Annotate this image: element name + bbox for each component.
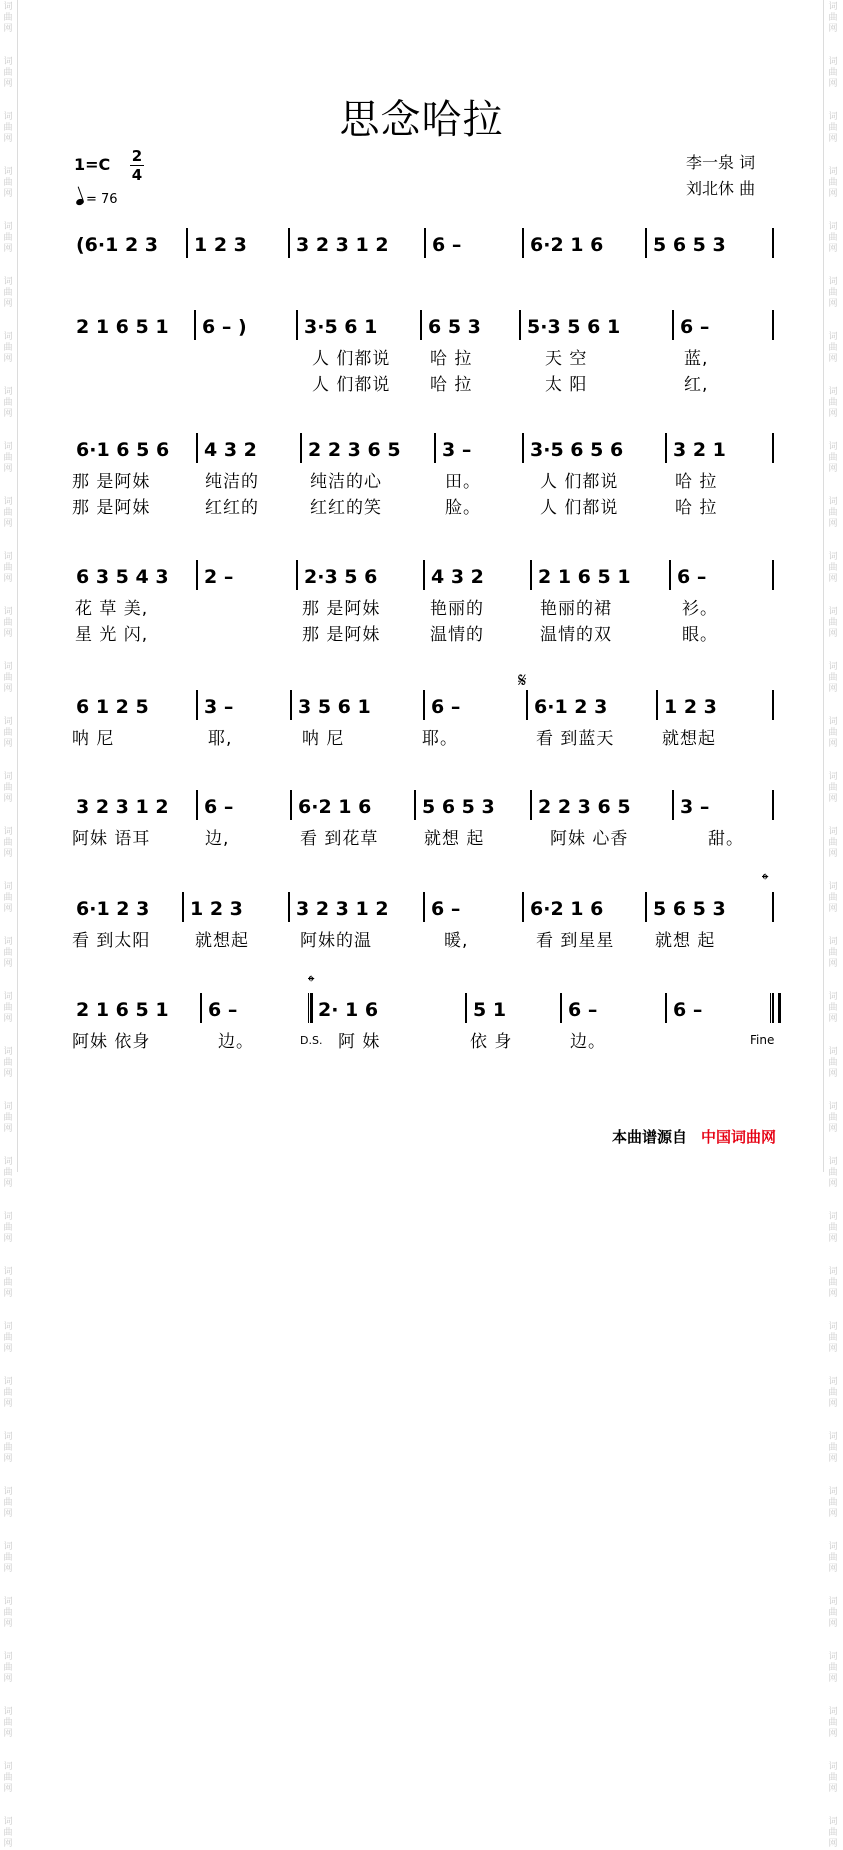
lyric-verse-1: 耶。 bbox=[422, 729, 458, 749]
barline bbox=[296, 310, 298, 340]
barline bbox=[560, 993, 562, 1023]
measure-notes: 3 2 3 1 2 bbox=[296, 234, 389, 256]
barline bbox=[465, 993, 467, 1023]
lyric-verse-1: 阿妹 心香 bbox=[550, 829, 629, 849]
lyric-verse-1: 田。 bbox=[445, 472, 481, 492]
coda-double-barline bbox=[308, 993, 313, 1023]
side-watermark-block: 词 曲 网 bbox=[3, 332, 13, 364]
lyric-verse-1: 艳丽的 bbox=[430, 599, 484, 619]
side-watermark-block: 词 曲 网 bbox=[828, 717, 838, 749]
side-watermark-block: 词 曲 网 bbox=[3, 1542, 13, 1574]
side-watermark-block: 词 曲 网 bbox=[3, 772, 13, 804]
measure-notes: 6 – bbox=[673, 999, 703, 1021]
lyric-verse-1: 依 身 bbox=[470, 1032, 513, 1052]
side-watermark-block: 词 曲 网 bbox=[828, 387, 838, 419]
lyric-verse-1: 边, bbox=[205, 829, 230, 849]
lyric-verse-1: 阿妹 语耳 bbox=[72, 829, 151, 849]
barline bbox=[772, 892, 774, 922]
score-system bbox=[0, 310, 843, 420]
barline bbox=[423, 560, 425, 590]
lyric-verse-1: 看 到星星 bbox=[536, 931, 615, 951]
measure-notes: 3 2 3 1 2 bbox=[76, 796, 169, 818]
barline bbox=[288, 228, 290, 258]
quarter-note-icon bbox=[75, 198, 85, 206]
barline bbox=[423, 892, 425, 922]
lyric-verse-1: 人 们都说 bbox=[312, 349, 391, 369]
lyric-verse-2: 那 是阿妹 bbox=[302, 625, 381, 645]
side-watermark-block: 词 曲 网 bbox=[828, 332, 838, 364]
lyric-verse-1: 花 草 美, bbox=[75, 599, 149, 619]
barline bbox=[645, 892, 647, 922]
barline bbox=[194, 310, 196, 340]
measure-notes: 2 2 3 6 5 bbox=[538, 796, 631, 818]
side-watermark-block: 词 曲 网 bbox=[3, 1377, 13, 1409]
lyric-verse-2: 温情的 bbox=[430, 625, 484, 645]
side-watermark-block: 词 曲 网 bbox=[3, 2, 13, 34]
side-watermark-block: 词 曲 网 bbox=[3, 1817, 13, 1849]
measure-notes: 6·1 2 3 bbox=[534, 696, 608, 718]
lyric-verse-2: 哈 拉 bbox=[675, 498, 718, 518]
side-watermark-block: 词 曲 网 bbox=[3, 277, 13, 309]
measure-notes: 2 2 3 6 5 bbox=[308, 439, 401, 461]
side-watermark-block: 词 曲 网 bbox=[828, 222, 838, 254]
side-watermark-block: 词 曲 网 bbox=[3, 992, 13, 1024]
measure-notes: 6 – bbox=[568, 999, 598, 1021]
coda-sign-bottom: 𝄌 bbox=[308, 972, 315, 993]
score-system bbox=[0, 892, 843, 1002]
measure-notes: 6 – bbox=[208, 999, 238, 1021]
side-watermark-block: 词 曲 网 bbox=[828, 992, 838, 1024]
measure-notes: 6·1 6 5 6 bbox=[76, 439, 170, 461]
key-signature: 1=C bbox=[74, 155, 111, 174]
barline bbox=[296, 560, 298, 590]
lyric-verse-1: 暖, bbox=[444, 931, 469, 951]
measure-notes: 4 3 2 bbox=[431, 566, 484, 588]
barline bbox=[522, 892, 524, 922]
measure-notes: 1 2 3 bbox=[194, 234, 247, 256]
ds-label: D.S. bbox=[300, 1034, 323, 1047]
lyric-verse-2: 红红的 bbox=[205, 498, 259, 518]
measure-notes: 6 – bbox=[680, 316, 710, 338]
barline bbox=[196, 560, 198, 590]
barline bbox=[665, 433, 667, 463]
lyric-verse-1: 哈 拉 bbox=[430, 349, 473, 369]
barline bbox=[522, 433, 524, 463]
side-watermark-block: 词 曲 网 bbox=[828, 1322, 838, 1354]
barline bbox=[200, 993, 202, 1023]
barline bbox=[669, 560, 671, 590]
lyric-verse-2: 太 阳 bbox=[545, 375, 588, 395]
side-watermark-block: 词 曲 网 bbox=[828, 112, 838, 144]
measure-notes: 3 2 1 bbox=[673, 439, 726, 461]
measure-notes: 1 2 3 bbox=[664, 696, 717, 718]
barline bbox=[420, 310, 422, 340]
lyric-verse-1: 看 到太阳 bbox=[72, 931, 151, 951]
measure-notes: 1 2 3 bbox=[190, 898, 243, 920]
side-watermark-block: 词 曲 网 bbox=[828, 772, 838, 804]
lyric-verse-2: 眼。 bbox=[682, 625, 718, 645]
lyric-verse-1: 那 是阿妹 bbox=[302, 599, 381, 619]
barline bbox=[300, 433, 302, 463]
measure-notes: 6·2 1 6 bbox=[530, 898, 604, 920]
barline bbox=[645, 228, 647, 258]
side-watermark-block: 词 曲 网 bbox=[3, 442, 13, 474]
side-watermark-block: 词 曲 网 bbox=[3, 882, 13, 914]
measure-notes: 3 – bbox=[204, 696, 234, 718]
side-watermark-block: 词 曲 网 bbox=[828, 662, 838, 694]
side-watermark-block: 词 曲 网 bbox=[3, 827, 13, 859]
time-signature bbox=[130, 148, 144, 183]
lyric-verse-1: 就想 起 bbox=[655, 931, 716, 951]
barline bbox=[288, 892, 290, 922]
measure-notes: 3 2 3 1 2 bbox=[296, 898, 389, 920]
side-watermark-block: 词 曲 网 bbox=[828, 167, 838, 199]
measure-notes: 2· 1 6 bbox=[318, 999, 379, 1021]
lyric-verse-1: 就想 起 bbox=[424, 829, 485, 849]
credits bbox=[686, 150, 755, 202]
measure-notes: 3·5 6 5 6 bbox=[530, 439, 624, 461]
barline bbox=[290, 790, 292, 820]
lyric-verse-1: 呐 尼 bbox=[302, 729, 345, 749]
lyric-verse-1: 衫。 bbox=[682, 599, 718, 619]
song-title: 思念哈拉 bbox=[339, 97, 504, 143]
measure-notes: 2 1 6 5 1 bbox=[538, 566, 631, 588]
lyric-verse-1: 就想起 bbox=[662, 729, 716, 749]
lyric-verse-2: 脸。 bbox=[445, 498, 481, 518]
lyric-verse-1: 哈 拉 bbox=[675, 472, 718, 492]
side-watermark-block: 词 曲 网 bbox=[828, 1267, 838, 1299]
lyric-verse-1: 蓝, bbox=[684, 349, 709, 369]
score-system bbox=[0, 690, 843, 800]
side-watermark-block: 词 曲 网 bbox=[828, 1707, 838, 1739]
side-watermark-block: 词 曲 网 bbox=[828, 1542, 838, 1574]
barline bbox=[672, 310, 674, 340]
measure-notes: 6 – bbox=[431, 898, 461, 920]
fine-label: Fine bbox=[750, 1033, 775, 1047]
side-watermark-block: 词 曲 网 bbox=[3, 717, 13, 749]
score-system bbox=[0, 993, 843, 1103]
side-watermark-block: 词 曲 网 bbox=[3, 552, 13, 584]
side-watermark-block: 词 曲 网 bbox=[3, 607, 13, 639]
side-watermark-block: 词 曲 网 bbox=[828, 1102, 838, 1134]
side-watermark-block: 词 曲 网 bbox=[3, 1487, 13, 1519]
lyric-verse-1: 纯洁的心 bbox=[310, 472, 382, 492]
side-watermark-block: 词 曲 网 bbox=[3, 167, 13, 199]
lyric-verse-1: 边。 bbox=[570, 1032, 606, 1052]
side-watermark-block: 词 曲 网 bbox=[828, 1817, 838, 1849]
barline bbox=[182, 892, 184, 922]
lyric-verse-1: 阿妹的温 bbox=[300, 931, 372, 951]
measure-notes: 5 6 5 3 bbox=[422, 796, 495, 818]
lyric-verse-2: 温情的双 bbox=[540, 625, 612, 645]
source-text: 本曲谱源自 bbox=[612, 1128, 688, 1146]
measure-notes: 2 – bbox=[204, 566, 234, 588]
measure-notes: 6·2 1 6 bbox=[298, 796, 372, 818]
source-credit bbox=[612, 1126, 776, 1147]
barline bbox=[414, 790, 416, 820]
measure-notes: 5 6 5 3 bbox=[653, 234, 726, 256]
side-watermark-block: 词 曲 网 bbox=[3, 1212, 13, 1244]
measure-notes: 2·3 5 6 bbox=[304, 566, 378, 588]
barline bbox=[656, 690, 658, 720]
lyric-verse-1: 人 们都说 bbox=[540, 472, 619, 492]
lyric-verse-1: 边。 bbox=[218, 1032, 254, 1052]
barline bbox=[522, 228, 524, 258]
side-watermark-block: 词 曲 网 bbox=[3, 1047, 13, 1079]
side-watermark-block: 词 曲 网 bbox=[828, 827, 838, 859]
side-watermark-block: 词 曲 网 bbox=[828, 1597, 838, 1629]
measure-notes: 5 1 bbox=[473, 999, 507, 1021]
side-watermark-block: 词 曲 网 bbox=[828, 57, 838, 89]
side-watermark-block: 词 曲 网 bbox=[3, 387, 13, 419]
score-system bbox=[0, 790, 843, 900]
barline bbox=[196, 690, 198, 720]
side-watermark-block: 词 曲 网 bbox=[828, 1157, 838, 1189]
lyricist: 李一泉 词 bbox=[686, 153, 756, 172]
side-watermark-block: 词 曲 网 bbox=[828, 1212, 838, 1244]
measure-notes: 6 3 5 4 3 bbox=[76, 566, 169, 588]
barline bbox=[434, 433, 436, 463]
barline bbox=[519, 310, 521, 340]
side-watermark-block: 词 曲 网 bbox=[828, 497, 838, 529]
measure-notes: 6 – bbox=[677, 566, 707, 588]
lyric-verse-1: 天 空 bbox=[545, 349, 588, 369]
lyric-verse-1: 艳丽的裙 bbox=[540, 599, 612, 619]
measure-notes: 2 1 6 5 1 bbox=[76, 316, 169, 338]
measure-notes: (6·1 2 3 bbox=[76, 234, 159, 256]
measure-notes: 6 5 3 bbox=[428, 316, 481, 338]
segno-sign: 𝄋 bbox=[518, 668, 527, 692]
lyric-verse-2: 红红的笑 bbox=[310, 498, 382, 518]
score-system bbox=[0, 433, 843, 543]
barline bbox=[772, 228, 774, 258]
side-watermark-block: 词 曲 网 bbox=[828, 1432, 838, 1464]
side-watermark-block: 词 曲 网 bbox=[3, 222, 13, 254]
lyric-verse-1: 耶, bbox=[208, 729, 233, 749]
barline bbox=[526, 690, 528, 720]
lyric-verse-1: 看 到花草 bbox=[300, 829, 379, 849]
barline bbox=[186, 228, 188, 258]
barline bbox=[772, 690, 774, 720]
barline bbox=[290, 690, 292, 720]
lyric-verse-2: 红, bbox=[684, 375, 709, 395]
composer: 刘北休 曲 bbox=[686, 179, 756, 198]
side-watermark-block: 词 曲 网 bbox=[828, 442, 838, 474]
barline bbox=[772, 790, 774, 820]
side-watermark-block: 词 曲 网 bbox=[828, 1487, 838, 1519]
side-watermark-block: 词 曲 网 bbox=[828, 607, 838, 639]
side-watermark-block: 词 曲 网 bbox=[3, 662, 13, 694]
lyric-verse-1: 甜。 bbox=[708, 829, 744, 849]
measure-notes: 6 – bbox=[204, 796, 234, 818]
barline bbox=[530, 790, 532, 820]
lyric-verse-1: 纯洁的 bbox=[205, 472, 259, 492]
side-watermark-block: 词 曲 网 bbox=[828, 552, 838, 584]
barline bbox=[672, 790, 674, 820]
side-watermark-block: 词 曲 网 bbox=[828, 277, 838, 309]
side-watermark-block: 词 曲 网 bbox=[828, 1377, 838, 1409]
side-watermark-block: 词 曲 网 bbox=[3, 1597, 13, 1629]
side-watermark-block: 词 曲 网 bbox=[3, 1157, 13, 1189]
tempo-value: = 76 bbox=[86, 192, 118, 207]
barline bbox=[665, 993, 667, 1023]
measure-notes: 6 – bbox=[432, 234, 462, 256]
side-watermark-block: 词 曲 网 bbox=[828, 937, 838, 969]
barline bbox=[196, 433, 198, 463]
source-site-link[interactable]: 中国词曲网 bbox=[701, 1128, 777, 1146]
measure-notes: 6 – ) bbox=[202, 316, 247, 338]
lyric-verse-1: 就想起 bbox=[195, 931, 249, 951]
barline bbox=[772, 560, 774, 590]
lyric-verse-1: 呐 尼 bbox=[72, 729, 115, 749]
barline bbox=[772, 433, 774, 463]
measure-notes: 6 – bbox=[431, 696, 461, 718]
side-watermark-block: 词 曲 网 bbox=[3, 1652, 13, 1684]
time-signature-top: 2 bbox=[131, 147, 143, 165]
barline bbox=[423, 690, 425, 720]
side-watermark-block: 词 曲 网 bbox=[828, 1652, 838, 1684]
time-signature-bottom: 4 bbox=[131, 166, 143, 184]
lyric-verse-2: 哈 拉 bbox=[430, 375, 473, 395]
side-watermark-block: 词 曲 网 bbox=[3, 1432, 13, 1464]
measure-notes: 6 1 2 5 bbox=[76, 696, 149, 718]
side-watermark-block: 词 曲 网 bbox=[828, 882, 838, 914]
lyric-verse-1: 那 是阿妹 bbox=[72, 472, 151, 492]
side-watermark-block: 词 曲 网 bbox=[3, 1762, 13, 1794]
measure-notes: 5·3 5 6 1 bbox=[527, 316, 621, 338]
side-watermark-block: 词 曲 网 bbox=[3, 1102, 13, 1134]
side-watermark-block: 词 曲 网 bbox=[3, 1267, 13, 1299]
side-watermark-block: 词 曲 网 bbox=[3, 937, 13, 969]
measure-notes: 6·1 2 3 bbox=[76, 898, 150, 920]
side-watermark-block: 词 曲 网 bbox=[828, 1047, 838, 1079]
side-watermark-block: 词 曲 网 bbox=[3, 112, 13, 144]
lyric-verse-2: 人 们都说 bbox=[540, 498, 619, 518]
measure-notes: 2 1 6 5 1 bbox=[76, 999, 169, 1021]
lyric-verse-1: 看 到蓝天 bbox=[536, 729, 615, 749]
side-watermark-block: 词 曲 网 bbox=[828, 1762, 838, 1794]
side-watermark-block: 词 曲 网 bbox=[3, 497, 13, 529]
lyric-verse-2: 那 是阿妹 bbox=[72, 498, 151, 518]
coda-sign-top: 𝄌 bbox=[762, 870, 769, 891]
side-watermark-block: 词 曲 网 bbox=[3, 1322, 13, 1354]
score-system bbox=[0, 560, 843, 670]
barline bbox=[196, 790, 198, 820]
measure-notes: 6·2 1 6 bbox=[530, 234, 604, 256]
measure-notes: 3·5 6 1 bbox=[304, 316, 378, 338]
measure-notes: 3 – bbox=[680, 796, 710, 818]
side-watermark-block: 词 曲 网 bbox=[3, 57, 13, 89]
barline bbox=[772, 310, 774, 340]
final-barline bbox=[770, 993, 781, 1023]
measure-notes: 5 6 5 3 bbox=[653, 898, 726, 920]
lyric-verse-2: 星 光 闪, bbox=[75, 625, 149, 645]
barline bbox=[424, 228, 426, 258]
measure-notes: 3 – bbox=[442, 439, 472, 461]
lyric-verse-1: 阿 妹 bbox=[338, 1032, 381, 1052]
measure-notes: 4 3 2 bbox=[204, 439, 257, 461]
measure-notes: 3 5 6 1 bbox=[298, 696, 371, 718]
side-watermark-block: 词 曲 网 bbox=[3, 1707, 13, 1739]
lyric-verse-2: 人 们都说 bbox=[312, 375, 391, 395]
barline bbox=[530, 560, 532, 590]
tempo-mark bbox=[76, 192, 118, 207]
side-watermark-block: 词 曲 网 bbox=[828, 2, 838, 34]
lyric-verse-1: 阿妹 依身 bbox=[72, 1032, 151, 1052]
